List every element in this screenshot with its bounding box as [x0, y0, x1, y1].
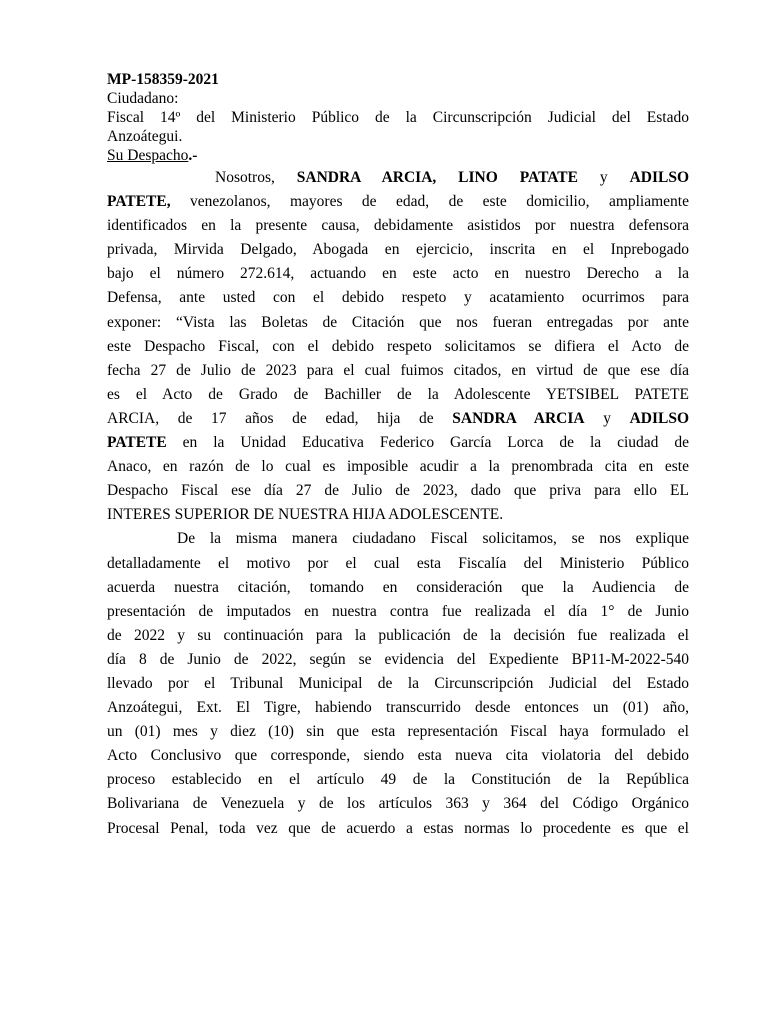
text-run: Anzoátegui, Ext. El Tigre, habiendo transcurrido desde entonces un (01) año,	[107, 699, 689, 717]
text-line	[107, 720, 689, 744]
text-line	[107, 503, 689, 527]
document-header	[107, 70, 689, 165]
bold-name: ADILSO	[629, 169, 690, 186]
text-run: exponer: “Vista las Boletas de Citación que nos fueran entregadas por ante	[107, 313, 689, 331]
case-number: MP-158359-2021	[107, 71, 219, 88]
paragraph-2	[107, 527, 689, 840]
text-line	[107, 166, 689, 190]
addressee-line: Fiscal 14º del Ministerio Público de la Circunscripción Judicial del Estado	[107, 109, 689, 126]
text-line	[107, 576, 689, 600]
text-run: acuerda nuestra citación, tomando en consideración que la Audiencia de	[107, 578, 689, 596]
addressee-line: Anzoátegui.	[107, 128, 183, 145]
text-line	[107, 335, 689, 359]
text-line	[107, 383, 689, 407]
text-run: identificados en la presente causa, debidamente asistidos por nuestra defensora	[107, 217, 689, 235]
text-line	[107, 407, 689, 431]
text-line	[107, 624, 689, 648]
text-run: Defensa, ante usted con el debido respeto y acatamiento ocurrimos para	[107, 289, 689, 307]
text-run: Acto Conclusivo que corresponde, siendo esta nueva cita violatoria del debido	[107, 747, 689, 765]
paragraph-1	[107, 166, 689, 527]
bold-name: SANDRA ARCIA	[452, 409, 585, 427]
text-line	[107, 768, 689, 792]
text-run: es el Acto de Grado de Bachiller de la Adolescente YETSIBEL PATETE	[107, 385, 689, 403]
text-run: privada, Mirvida Delgado, Abogada en ejercicio, inscrita en el Inprebogado	[107, 241, 689, 259]
bold-name: ADILSO	[629, 409, 690, 427]
text-run: ARCIA, de 17 años de edad, hija de	[107, 409, 453, 427]
despacho-suffix: .-	[188, 147, 198, 164]
text-run: venezolanos, mayores de edad, de este domicilio, ampliamente	[170, 193, 689, 211]
text-line	[107, 431, 689, 455]
text-line	[107, 286, 689, 310]
text-run: De la misma manera ciudadano Fiscal solicitamos, se nos explique	[177, 530, 689, 548]
bold-name: PATETE	[107, 434, 167, 452]
text-run: proceso establecido en el artículo 49 de la Constitución de la República	[107, 771, 689, 789]
text-line	[107, 600, 689, 624]
text-run: Nosotros,	[215, 169, 297, 186]
text-line	[107, 238, 689, 262]
text-line	[107, 792, 689, 816]
text-line	[107, 527, 689, 551]
text-run: INTERES SUPERIOR DE NUESTRA HIJA ADOLESCENTE.	[107, 506, 504, 524]
text-run: bajo el número 272.614, actuando en este acto en nuestro Derecho a la	[107, 265, 689, 283]
text-line	[107, 479, 689, 503]
text-run: y	[584, 409, 630, 427]
text-line	[107, 696, 689, 720]
text-line	[107, 672, 689, 696]
bold-name: PATETE,	[107, 193, 171, 211]
text-line	[107, 817, 689, 841]
text-run: Procesal Penal, toda vez que de acuerdo a estas normas lo procedente es que el	[107, 819, 689, 837]
text-line	[107, 744, 689, 768]
text-line	[107, 190, 689, 214]
text-line	[107, 262, 689, 286]
text-run: presentación de imputados en nuestra contra fue realizada el día 1° de Junio	[107, 602, 689, 620]
text-run: de 2022 y su continuación para la publicación de la decisión fue realizada el	[107, 626, 689, 644]
text-run: un (01) mes y diez (10) sin que esta representación Fiscal haya formulado el	[107, 723, 689, 741]
text-line	[107, 552, 689, 576]
text-run: Bolivariana de Venezuela y de los artículos 363 y 364 del Código Orgánico	[107, 795, 689, 813]
text-line	[107, 455, 689, 479]
text-line	[107, 214, 689, 238]
bold-name: SANDRA ARCIA, LINO PATATE	[296, 169, 578, 186]
text-run: y	[577, 169, 630, 186]
text-line	[107, 311, 689, 335]
text-run: Anaco, en razón de lo cual es imposible acudir a la prenombrada cita en este	[107, 458, 689, 476]
text-line	[107, 648, 689, 672]
text-line	[107, 359, 689, 383]
text-run: fecha 27 de Julio de 2023 para el cual fuimos citados, en virtud de que ese día	[107, 361, 689, 379]
text-run: llevado por el Tribunal Municipal de la Circunscripción Judicial del Estado	[107, 674, 689, 692]
despacho-line	[107, 146, 689, 165]
text-run: Despacho Fiscal ese día 27 de Julio de 2023, dado que priva para ello EL	[107, 482, 689, 500]
text-run: detalladamente el motivo por el cual esta Fiscalía del Ministerio Público	[107, 554, 689, 572]
salutation: Ciudadano:	[107, 90, 179, 107]
text-run: en la Unidad Educativa Federico García Lorca de la ciudad de	[166, 434, 689, 452]
text-run: día 8 de Junio de 2022, según se evidencia del Expediente BP11-M-2022-540	[107, 650, 689, 668]
document-body	[107, 166, 689, 841]
despacho-text: Su Despacho	[107, 147, 189, 164]
text-run: este Despacho Fiscal, con el debido respeto solicitamos se difiera el Acto de	[107, 337, 689, 355]
